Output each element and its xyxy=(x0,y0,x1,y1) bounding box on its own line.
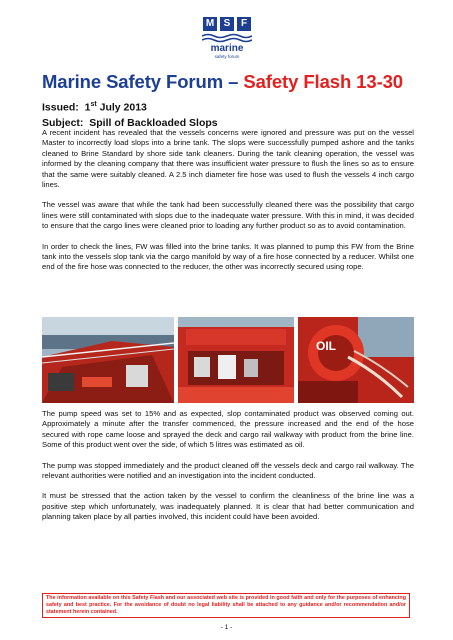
body-text-top xyxy=(42,128,414,283)
logo-letter-s: S xyxy=(220,17,234,31)
title-forum: Marine Safety Forum – xyxy=(42,71,244,92)
paragraph: The pump speed was set to 15% and as expected, slop contaminated product was observed coming out. Approximately a minute after the transfer commenced, the pressure increased and the end of the hose secured with rope came loose and sprayed the deck and cargo rail walkway with product from the brine line. Some of this product went over the side, of which 5 litres was estimated as oil. xyxy=(42,409,414,450)
disclaimer-box: The information available on this Safety Flash and our associated web site is provided in good faith and only for the purposes of enhancing safety and best practice. For the avoidance of doubt no legal liability shall be attached to any guidance and/or recommendation and/or statement herein contained. xyxy=(42,593,410,618)
body-text-bottom xyxy=(42,409,414,533)
paragraph: In order to check the lines, FW was filled into the brine tanks. It was planned to pump this FW from the Brine tank into the vessels slop tank via the cargo manifold by way of a fire hose connected by a reducer. Whilst one end of the fire hose was connected to the reducer, the other was incorrectly secured using rope. xyxy=(42,241,414,272)
msf-logo xyxy=(192,17,262,67)
flash-meta xyxy=(42,97,218,131)
oil-label: OIL xyxy=(316,339,336,353)
logo-letter-m: M xyxy=(203,17,217,31)
reducer-photo-image xyxy=(298,317,414,403)
subject-label: Subject: xyxy=(42,116,84,129)
issued-suffix: st xyxy=(90,101,97,108)
paragraph: The vessel was aware that while the tank had been successfully cleaned there was the possibility that cargo lines were still contaminated with slops due to the inadequate water pressure. With this in mind, it was decided to ensure that the cargo lines were cleaned prior to loading any further product so as to avoid contamination. xyxy=(42,200,414,231)
logo-letter-row xyxy=(192,17,262,31)
logo-subtitle: safety forum xyxy=(214,54,240,59)
paragraph: The pump was stopped immediately and the product cleaned off the vessels deck and cargo rail walkway. The relevant authorities were notified and an investigation into the incident conducted. xyxy=(42,460,414,481)
subject-text: Spill of Backloaded Slops xyxy=(89,116,218,129)
issued-line xyxy=(42,97,218,116)
photo-hose-manifold xyxy=(178,317,294,403)
issued-rest: July 2013 xyxy=(96,101,147,114)
paragraph: It must be stressed that the action taken by the vessel to confirm the cleanliness of the brine line was a positive step which unfortunately, was inadequately planned. It is clear that had better communication and planning taken place by all parties involved, this incident could have been avoided. xyxy=(42,491,414,522)
photo-deck-rail xyxy=(42,317,174,403)
deck-photo-image xyxy=(42,317,174,403)
logo-waves-icon xyxy=(202,33,252,43)
manifold-photo-image xyxy=(178,317,294,403)
incident-photos xyxy=(42,317,414,403)
page-title xyxy=(42,71,403,93)
logo-letter-f: F xyxy=(237,17,251,31)
logo-wordmark: marine xyxy=(210,43,244,54)
page-number: - 1 - xyxy=(220,624,233,631)
title-flash-number: Safety Flash 13-30 xyxy=(243,71,404,92)
issued-day: 1 xyxy=(84,101,91,114)
issued-label: Issued: xyxy=(42,101,79,114)
photo-oil-reducer xyxy=(298,317,414,403)
paragraph: A recent incident has revealed that the vessels concerns were ignored and pressure was put on the vessel Master to incorrectly load slops into a brine tank. The slops were successfully pumped ashore and the tanks cleaned to Brine Standard by shore side tank cleaners. During the tank cleaning operation, the vessel was informed by the cleaning company that there was insufficient water pressure to flush the lines so as to ensure that the same were suitably cleaned. A 2.5 inch diameter fire hose was used to flush the vessels 4 inch cargo lines. xyxy=(42,128,414,190)
